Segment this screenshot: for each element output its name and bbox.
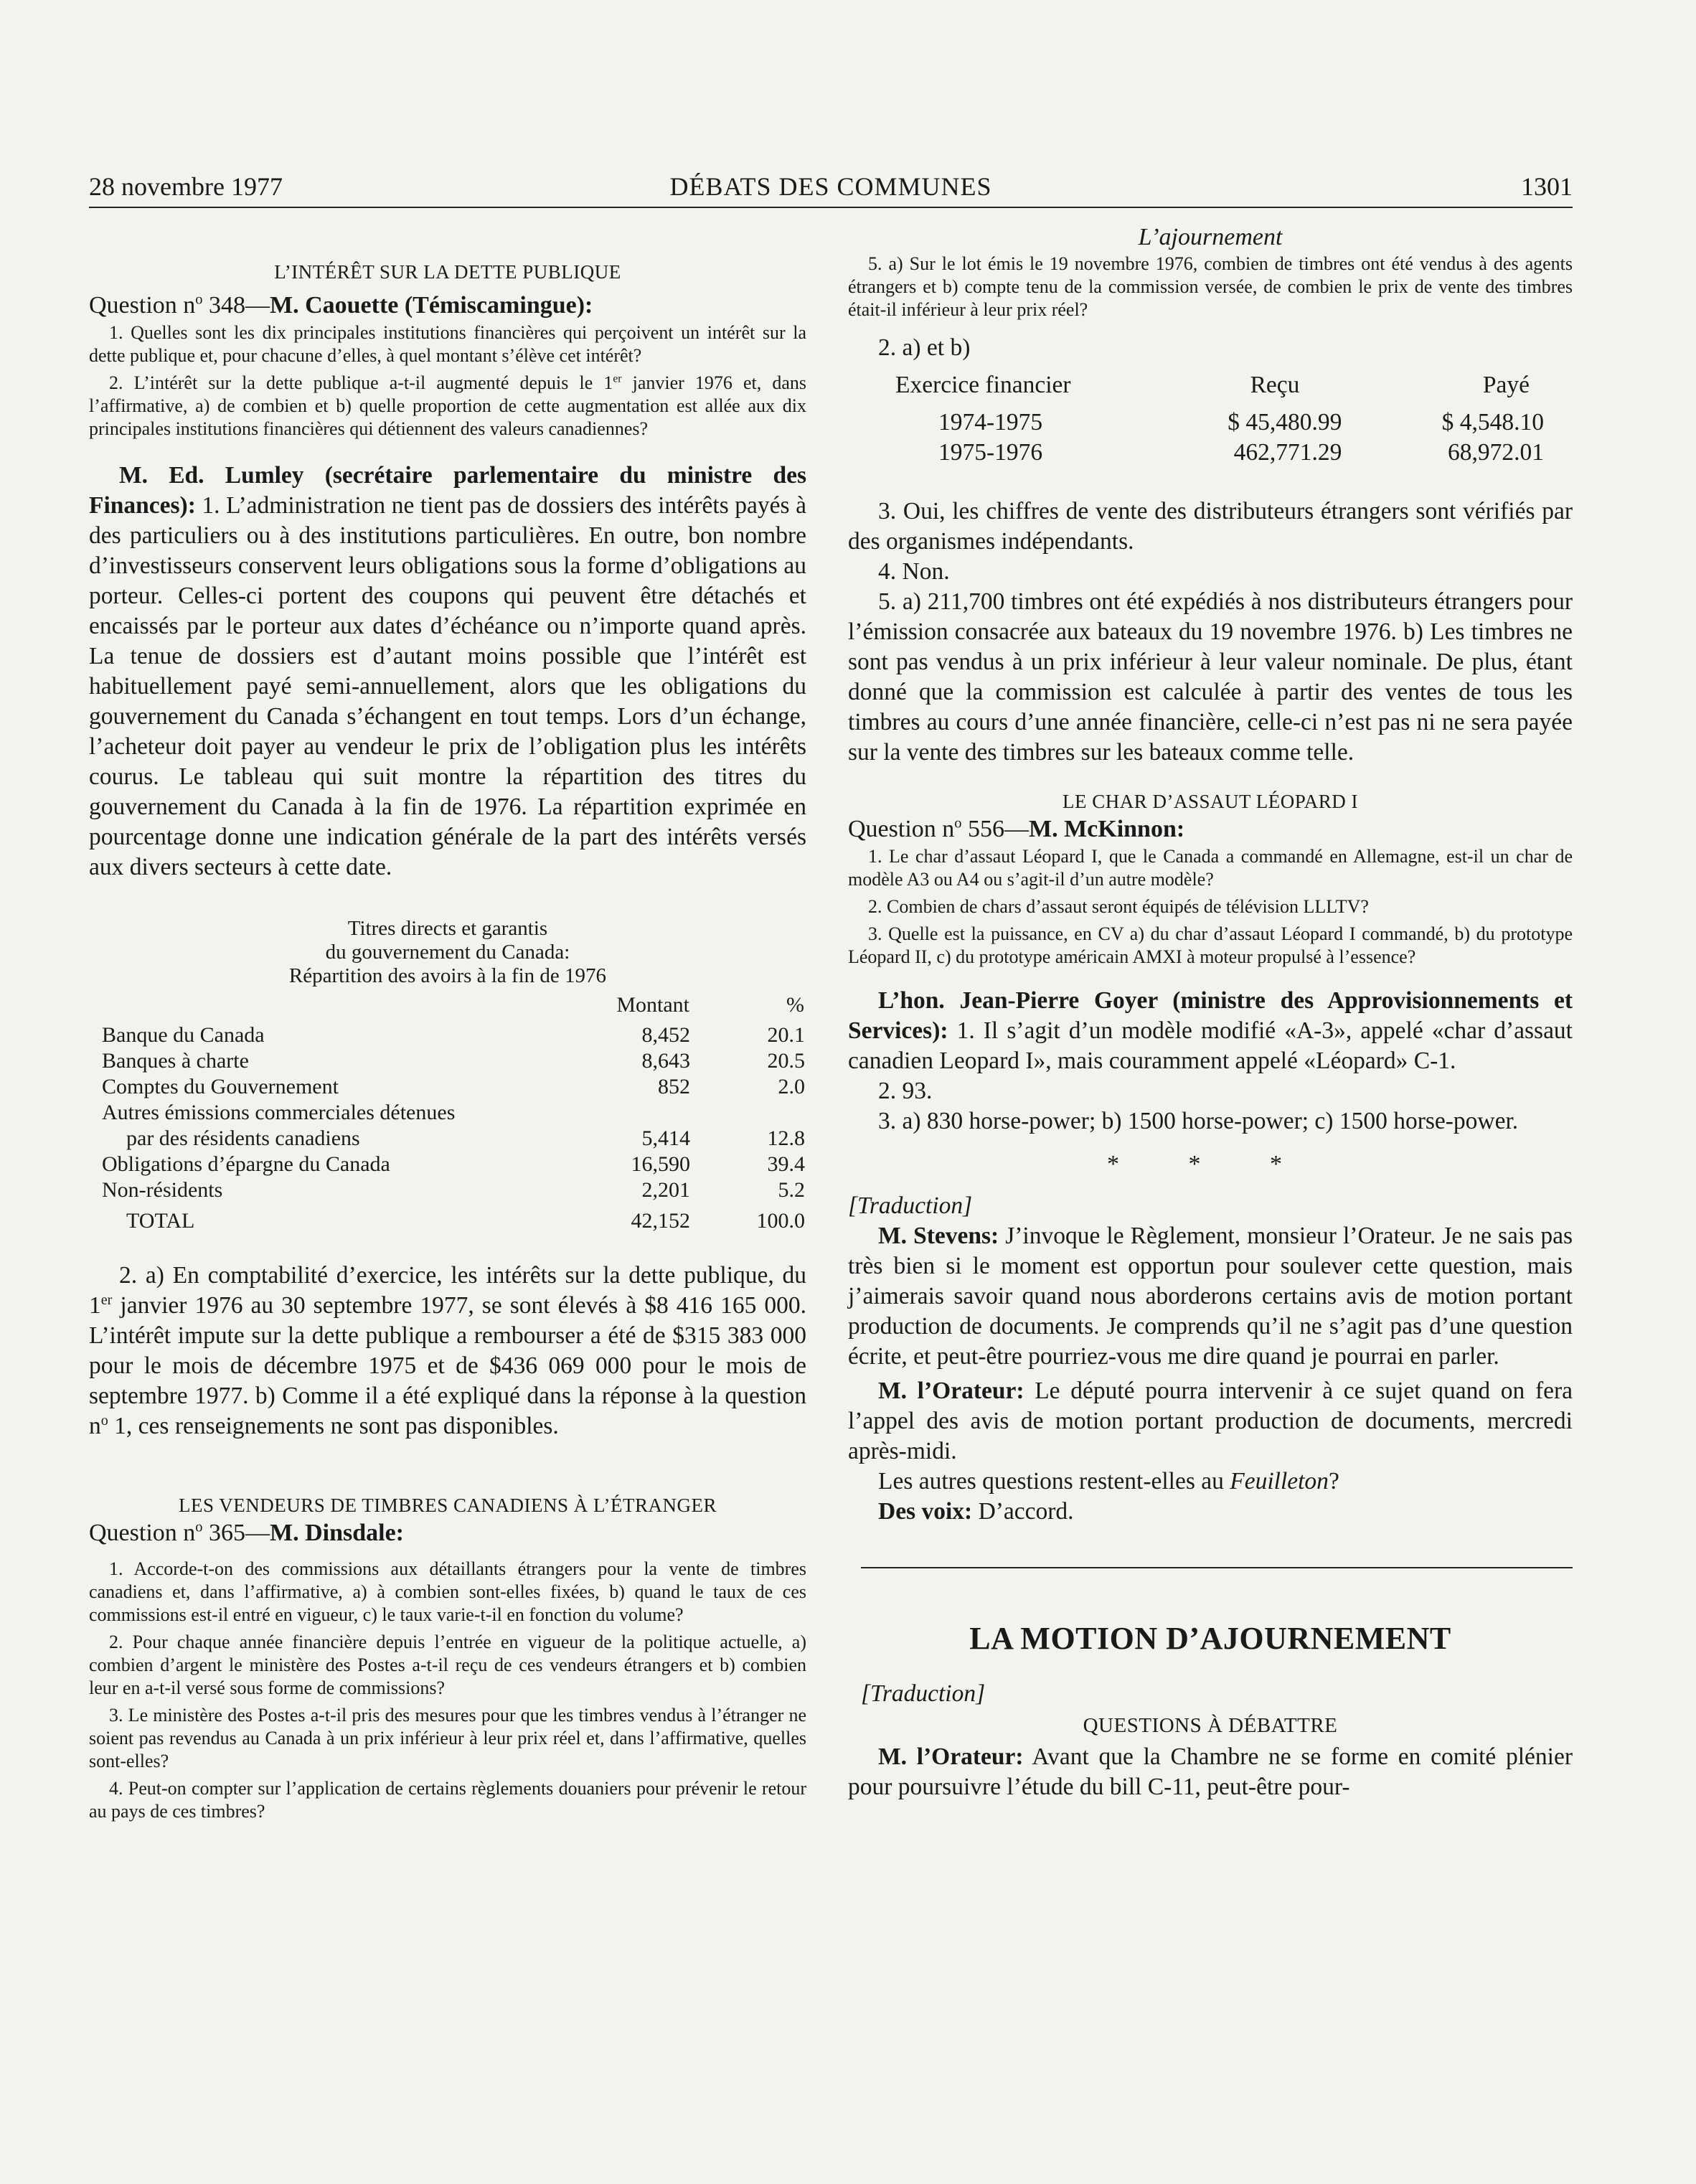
- stamps-head-year: Exercice financier: [895, 372, 1071, 398]
- stamps-head-paid: Payé: [1482, 372, 1530, 398]
- a348-text: 1. L’administration ne tient pas de dossiers des intérêts payés à des particuliers ou à des institutions particulières. En outre, bon nombre d’investisseurs conservent leurs obligations sous la forme d’obligations au porteur. Celles-ci portent des coupons qui peuvent être détachés et encaissés par le porteur aux dates d’échéance ou n’importe quand après. La tenue de dossiers est d’autant moins possible que l’intérêt est habituellement payé semi-annuellement, alors que les obligations du gouvernement du Canada s’échangent en tout temps. Lors d’un échange, l’acheteur doit payer au vendeur le prix de l’obligation plus les intérêts courus. Le tableau qui suit montre la répartition des titres du gouvernement du Canada à la fin de 1976. La répartition exprimée en pourcentage donne une indication générale de la part des intérêts versés aux divers secteurs à cette date.: [89, 492, 806, 880]
- row-amount: 8,643: [641, 1049, 690, 1073]
- q365-rest: 365—: [202, 1520, 270, 1546]
- row-label: Banques à charte: [102, 1049, 249, 1073]
- q365-item-1: 1. Accorde-t-on des commissions aux détaillants étrangers pour la vente de timbres canadiens et, dans l’affirmative, a) à combien sont-elles fixées, b) quand le taux de ces commissions est-il entré en vigueur, c) le taux varie-t-il en fonction du volume?: [89, 1558, 806, 1625]
- row-amount: 8,452: [641, 1023, 690, 1047]
- a348-2b: janvier 1976 au 30 septembre 1977, se sont élevés à $8 416 165 000. L’intérêt impute sur la dette publique a rembourser a été de $315 383 000 pour le mois de décembre 1975 et de $436 069 000 pour le mois de septembre 1977. b) Comme il a été expliqué dans la réponse à la question n: [89, 1292, 806, 1439]
- q556-item-2: 2. Combien de chars d’assaut seront équipés de télévision LLLTV?: [868, 896, 1369, 917]
- a348-2sup2: o: [100, 1412, 108, 1428]
- table-caption-3: Répartition des avoirs à la fin de 1976: [288, 964, 607, 987]
- table-row: [102, 1177, 805, 1203]
- answer-365-2: 2. a) et b): [878, 334, 971, 361]
- question-348-line: [89, 290, 806, 321]
- a556-speaker: L’hon. Jean-Pierre Goyer (ministre des Approvisionnements et Services):: [848, 987, 1573, 1044]
- feuilleton-a: Les autres questions restent-elles au: [878, 1468, 1230, 1495]
- total-pct: 100.0: [756, 1209, 805, 1233]
- row-label: par des résidents canadiens: [126, 1126, 360, 1150]
- total-label: TOTAL: [126, 1209, 195, 1233]
- q365-item-4: 4. Peut-on compter sur l’application de certains règlements douaniers pour prévenir le retour au pays de ces timbres?: [89, 1778, 806, 1822]
- header-page-number: 1301: [1521, 172, 1573, 201]
- motion-title: LA MOTION D’AJOURNEMENT: [969, 1621, 1451, 1656]
- row-pct: 39.4: [767, 1152, 805, 1176]
- stamps-paid: $ 4,548.10: [1441, 409, 1544, 436]
- table-row: [102, 1022, 805, 1048]
- q348-prefix: Question n: [89, 292, 196, 319]
- voix-speaker: Des voix:: [878, 1498, 973, 1525]
- orateur-speaker: M. l’Orateur:: [878, 1378, 1024, 1404]
- page-header: [89, 166, 1573, 208]
- stamps-header-row: [870, 363, 1558, 408]
- orateur-para: [848, 1376, 1573, 1467]
- stevens-para: [848, 1221, 1573, 1372]
- stevens-text: J’invoque le Règlement, monsieur l’Orateur. Je ne sais pas très bien si le moment est opportun pour soulever cette question, mais j’aimerais savoir quand nous aborderons certains avis de motion portant production de documents. Je comprends qu’il ne s’agit pas d’une question écrite, et peut-être pourriez-vous me dire quand je pourrai en parler.: [848, 1223, 1573, 1370]
- orateur2-para: [848, 1742, 1573, 1802]
- q556-item-3: 3. Quelle est la puissance, en CV a) du char d’assaut Léopard I commandé, b) du prototype Léopard II, c) du prototype américain AMXI à moteur propulsé à l’essence?: [848, 923, 1573, 967]
- traduction-marker-2: [Traduction]: [861, 1680, 986, 1707]
- q365-sup: o: [195, 1519, 203, 1535]
- total-amount: 42,152: [631, 1209, 690, 1233]
- a556-1: 1. Il s’agit d’un modèle modifié «A-3», appelé «char d’assaut canadien Leopard I», mais couramment appelé «Léopard» C-1.: [848, 1017, 1573, 1074]
- answer-348-part-2: [89, 1261, 806, 1441]
- right-column: [848, 222, 1573, 1802]
- section-heading-leopard: LE CHAR D’ASSAUT LÉOPARD I: [1062, 791, 1359, 812]
- table-head-amount: Montant: [616, 993, 689, 1017]
- left-column: [89, 222, 806, 1827]
- voix-text: D’accord.: [972, 1498, 1074, 1525]
- row-pct: 20.5: [767, 1049, 805, 1073]
- q348-sup: o: [195, 291, 203, 308]
- voix-para: [848, 1497, 1573, 1527]
- question-365-line: [89, 1517, 806, 1549]
- row-amount: 2,201: [641, 1178, 690, 1202]
- q348-2b: janvier 1976 et, dans l’affirmative, a) de combien et b) quelle proportion de cette augmentation est allée aux dix principales institutions financières qui détiennent des valeurs canadiennes?: [89, 372, 807, 439]
- q365-item-2: 2. Pour chaque année financière depuis l’entrée en vigueur de la politique actuelle, a) combien d’argent le ministère des Postes a-t-il reçu de ces vendeurs étrangers et b) combien leur en a-t-il versé sous forme de commissions?: [89, 1632, 806, 1698]
- table-caption-2: du gouvernement du Canada:: [325, 941, 570, 964]
- feuilleton-para: [848, 1467, 1573, 1497]
- a348-2c: 1, ces renseignements ne sont pas disponibles.: [108, 1413, 559, 1439]
- table-header-row: [102, 988, 805, 1022]
- section-separator-stars: * * *: [1107, 1151, 1314, 1177]
- stamps-table: [870, 363, 1558, 468]
- answer-365-4: 4. Non.: [878, 558, 950, 585]
- row-pct: [690, 1100, 805, 1126]
- q348-item-2: [89, 372, 806, 441]
- answer-365-5: 5. a) 211,700 timbres ont été expédiés à nos distributeurs étrangers pour l’émission consacrée aux bateaux du 19 novembre 1976. b) Les timbres ne sont pas vendus à un prix inférieur à leur valeur nominale. De plus, étant donné que la commission est calculée à partir des ventes de tous les timbres au cours d’une année financière, celle-ci n’est pas ni ne sera payée sur la vente des timbres sur les bateaux comme telle.: [848, 588, 1573, 766]
- section-heading-interet: L’INTÉRÊT SUR LA DETTE PUBLIQUE: [274, 261, 621, 283]
- q365-item-5: 5. a) Sur le lot émis le 19 novembre 1976, combien de timbres ont été vendus à des agents étrangers et b) compte tenu de la commission versée, de combien le prix de vente des timbres était-il inférieur à leur prix réel?: [848, 253, 1573, 320]
- orateur2-text: Avant que la Chambre ne se forme en comité plénier pour poursuivre l’étude du bill C-11, peut-être pour-: [848, 1743, 1573, 1800]
- table-total-row: [102, 1203, 805, 1239]
- row-amount: [547, 1100, 690, 1126]
- a348-speaker: M. Ed. Lumley (secrétaire parlementaire du ministre des Finances):: [89, 462, 806, 519]
- q556-item-1: 1. Le char d’assaut Léopard I, que le Canada a commandé en Allemagne, est-il un char de modèle A3 ou A4 ou s’agit-il d’un autre modèle?: [848, 846, 1573, 890]
- q348-member: M. Caouette (Témiscamingue):: [269, 292, 593, 319]
- header-title: DÉBATS DES COMMUNES: [669, 172, 992, 201]
- row-label: Autres émissions commerciales détenues: [102, 1101, 456, 1124]
- q556-rest: 556—: [961, 816, 1029, 842]
- q556-prefix: Question n: [848, 816, 955, 842]
- row-pct: 5.2: [778, 1178, 805, 1202]
- stamps-received: 462,771.29: [1233, 439, 1342, 466]
- q365-prefix: Question n: [89, 1520, 196, 1546]
- stamps-paid: 68,972.01: [1448, 439, 1544, 466]
- row-amount: 852: [658, 1075, 690, 1098]
- row-amount: 16,590: [631, 1152, 690, 1176]
- section-heading-timbres: LES VENDEURS DE TIMBRES CANADIENS À L’ÉTRANGER: [178, 1495, 717, 1516]
- q556-member: M. McKinnon:: [1028, 816, 1185, 842]
- table-row: [102, 1048, 805, 1074]
- row-label: Banque du Canada: [102, 1023, 265, 1047]
- table-caption-1: Titres directs et garantis: [347, 917, 548, 940]
- row-pct: 20.1: [767, 1023, 805, 1047]
- table-row: [870, 408, 1558, 438]
- row-label: Comptes du Gouvernement: [102, 1075, 339, 1098]
- q365-item-3: 3. Le ministère des Postes a-t-il pris des mesures pour que les timbres vendus à l’étranger ne soient pas revendus au Canada à un prix inférieur à leur prix réel et, dans l’affirmative, quelles sont-elles?: [89, 1705, 806, 1771]
- table-row: [102, 1074, 805, 1100]
- table-row: [102, 1126, 805, 1152]
- row-label: Non-résidents: [102, 1178, 223, 1202]
- answer-556-para: [848, 986, 1573, 1076]
- question-556-line: [848, 814, 1573, 845]
- q348-2a: 2. L’intérêt sur la dette publique a-t-il augmenté depuis le 1: [109, 372, 613, 393]
- a348-2a: 2. a) En comptabilité d’exercice, les intérêts sur la dette publique, du 1: [89, 1262, 806, 1319]
- q348-rest: 348—: [202, 292, 270, 319]
- row-label: Obligations d’épargne du Canada: [102, 1152, 390, 1176]
- traduction-marker-1: [Traduction]: [848, 1192, 973, 1219]
- q348-item-1: 1. Quelles sont les dix principales institutions financières qui perçoivent un intérêt sur la dette publique et, pour chacune d’elles, à quel montant s’élève cet intérêt?: [89, 322, 806, 366]
- stamps-year: 1974-1975: [938, 409, 1043, 436]
- feuilleton-c: ?: [1328, 1468, 1339, 1495]
- answer-348-para: [89, 461, 806, 882]
- stamps-received: $ 45,480.99: [1228, 409, 1342, 436]
- stevens-speaker: M. Stevens:: [878, 1223, 999, 1249]
- answer-365-3: 3. Oui, les chiffres de vente des distributeurs étrangers sont vérifiés par des organismes indépendants.: [848, 498, 1573, 555]
- table-row: [102, 1100, 805, 1126]
- holdings-table: [102, 988, 805, 1239]
- header-date: 28 novembre 1977: [89, 172, 283, 201]
- row-pct: 2.0: [778, 1075, 805, 1098]
- answer-556-2: 2. 93.: [878, 1078, 933, 1104]
- q556-sup: o: [954, 815, 962, 832]
- feuilleton-b: Feuilleton: [1230, 1468, 1329, 1495]
- orateur2-speaker: M. l’Orateur:: [878, 1743, 1024, 1770]
- q365-member: M. Dinsdale:: [269, 1520, 404, 1546]
- section-heading-questions: QUESTIONS À DÉBATTRE: [1083, 1714, 1338, 1737]
- ajournement-label: L’ajournement: [1138, 224, 1283, 250]
- stamps-head-received: Reçu: [1250, 372, 1300, 398]
- table-row: [102, 1152, 805, 1177]
- row-pct: 12.8: [767, 1126, 805, 1150]
- table-row: [870, 438, 1558, 468]
- row-amount: 5,414: [641, 1126, 690, 1150]
- orateur-text: Le député pourra intervenir à ce sujet quand on fera l’appel des avis de motion portant production de documents, mercredi après-midi.: [848, 1378, 1573, 1464]
- stamps-year: 1975-1976: [938, 439, 1043, 466]
- q348-2sup: er: [613, 372, 622, 385]
- answer-556-3: 3. a) 830 horse-power; b) 1500 horse-power; c) 1500 horse-power.: [878, 1108, 1519, 1134]
- table-head-pct: %: [786, 993, 804, 1017]
- a348-2sup: er: [100, 1291, 113, 1308]
